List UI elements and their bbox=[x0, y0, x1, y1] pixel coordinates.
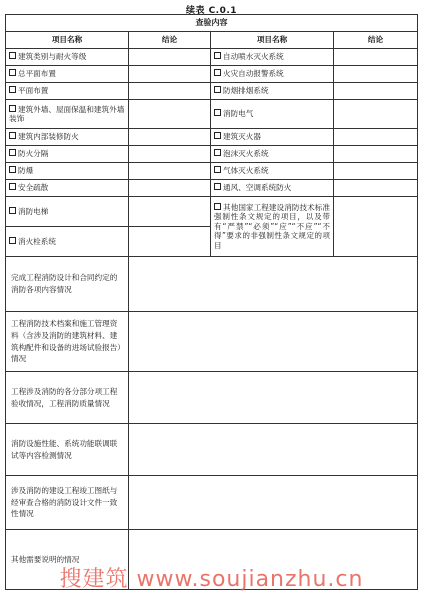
watermark: 搜建筑 www.soujianzhu.cn bbox=[59, 567, 364, 592]
lower-row-label: 涉及消防的建设工程竣工图纸与经审查合格的消防设计文件一致性情况 bbox=[6, 476, 129, 530]
checkbox[interactable] bbox=[9, 149, 16, 156]
checkbox[interactable] bbox=[9, 105, 16, 112]
check-item: 建筑类别与耐火等级 bbox=[6, 49, 129, 66]
checkbox[interactable] bbox=[214, 109, 221, 116]
header-item-right: 项目名称 bbox=[211, 32, 334, 49]
checkbox[interactable] bbox=[214, 52, 221, 59]
conclusion-cell[interactable] bbox=[334, 83, 418, 100]
conclusion-cell[interactable] bbox=[129, 100, 211, 129]
checkbox[interactable] bbox=[214, 203, 221, 210]
checkbox[interactable] bbox=[214, 183, 221, 190]
conclusion-cell[interactable] bbox=[129, 66, 211, 83]
check-item: 安全疏散 bbox=[6, 180, 129, 197]
conclusion-cell[interactable] bbox=[129, 180, 211, 197]
lower-row-content[interactable] bbox=[129, 312, 418, 372]
check-item: 泡沫灭火系统 bbox=[211, 146, 334, 163]
header-conclusion-right: 结论 bbox=[334, 32, 418, 49]
conclusion-cell[interactable] bbox=[129, 197, 211, 227]
check-item: 气体灭火系统 bbox=[211, 163, 334, 180]
checkbox[interactable] bbox=[9, 52, 16, 59]
conclusion-cell[interactable] bbox=[334, 163, 418, 180]
header-item-left: 项目名称 bbox=[6, 32, 129, 49]
check-item: 总平面布置 bbox=[6, 66, 129, 83]
checkbox[interactable] bbox=[214, 166, 221, 173]
check-item: 建筑灭火器 bbox=[211, 129, 334, 146]
checkbox[interactable] bbox=[214, 149, 221, 156]
checkbox[interactable] bbox=[9, 166, 16, 173]
lower-row-label: 其他需要说明的情况 bbox=[6, 530, 129, 590]
checkbox[interactable] bbox=[9, 132, 16, 139]
conclusion-cell[interactable] bbox=[129, 146, 211, 163]
check-item: 通风、空调系统防火 bbox=[211, 180, 334, 197]
check-item: 防火分隔 bbox=[6, 146, 129, 163]
check-item: 自动喷水灭火系统 bbox=[211, 49, 334, 66]
conclusion-cell[interactable] bbox=[129, 129, 211, 146]
conclusion-cell[interactable] bbox=[129, 83, 211, 100]
check-item: 平面布置 bbox=[6, 83, 129, 100]
conclusion-cell[interactable] bbox=[129, 49, 211, 66]
checkbox[interactable] bbox=[9, 69, 16, 76]
lower-row-label: 消防设施性能、系统功能联调联试等内容检测情况 bbox=[6, 424, 129, 476]
check-item: 防烟排烟系统 bbox=[211, 83, 334, 100]
checkbox[interactable] bbox=[9, 86, 16, 93]
check-item: 消防电气 bbox=[211, 100, 334, 129]
conclusion-cell[interactable] bbox=[334, 146, 418, 163]
lower-row-label: 完成工程消防设计和合同约定的消防各项内容情况 bbox=[6, 257, 129, 312]
checkbox[interactable] bbox=[214, 69, 221, 76]
conclusion-cell[interactable] bbox=[334, 66, 418, 83]
lower-row-label: 工程涉及消防的各分部分项工程验收情况，工程消防质量情况 bbox=[6, 372, 129, 424]
lower-row-label: 工程消防技术档案和施工管理资料（含涉及消防的建筑材料、建筑构配件和设备的进场试验报告）情况 bbox=[6, 312, 129, 372]
conclusion-cell[interactable] bbox=[334, 129, 418, 146]
conclusion-cell[interactable] bbox=[129, 163, 211, 180]
checkbox[interactable] bbox=[9, 207, 16, 214]
lower-row-content[interactable] bbox=[129, 424, 418, 476]
check-item: 防爆 bbox=[6, 163, 129, 180]
conclusion-cell[interactable] bbox=[129, 227, 211, 257]
check-item: 建筑内部装修防火 bbox=[6, 129, 129, 146]
table-caption: 续表 C.0.1 bbox=[185, 6, 238, 16]
lower-row-content[interactable] bbox=[129, 476, 418, 530]
check-item: 其他国家工程建设消防技术标准强制性条文规定的项目，以及带有“严禁”“必须”“应”“不应”“不得”要求的非强制性条文规定的项目 bbox=[211, 197, 334, 257]
checkbox[interactable] bbox=[214, 132, 221, 139]
checkbox[interactable] bbox=[214, 86, 221, 93]
check-item: 火灾自动报警系统 bbox=[211, 66, 334, 83]
lower-row-content[interactable] bbox=[129, 257, 418, 312]
conclusion-cell[interactable] bbox=[334, 100, 418, 129]
check-item: 消火栓系统 bbox=[6, 227, 129, 257]
header-conclusion-left: 结论 bbox=[129, 32, 211, 49]
conclusion-cell[interactable] bbox=[334, 180, 418, 197]
conclusion-cell[interactable] bbox=[334, 197, 418, 257]
conclusion-cell[interactable] bbox=[334, 49, 418, 66]
section-title: 查验内容 bbox=[6, 15, 418, 32]
checkbox[interactable] bbox=[9, 183, 16, 190]
check-item: 消防电梯 bbox=[6, 197, 129, 227]
lower-row-content[interactable] bbox=[129, 372, 418, 424]
check-item: 建筑外墙、屋面保温和建筑外墙装饰 bbox=[6, 100, 129, 129]
checkbox[interactable] bbox=[9, 237, 16, 244]
acceptance-check-table bbox=[5, 14, 418, 590]
